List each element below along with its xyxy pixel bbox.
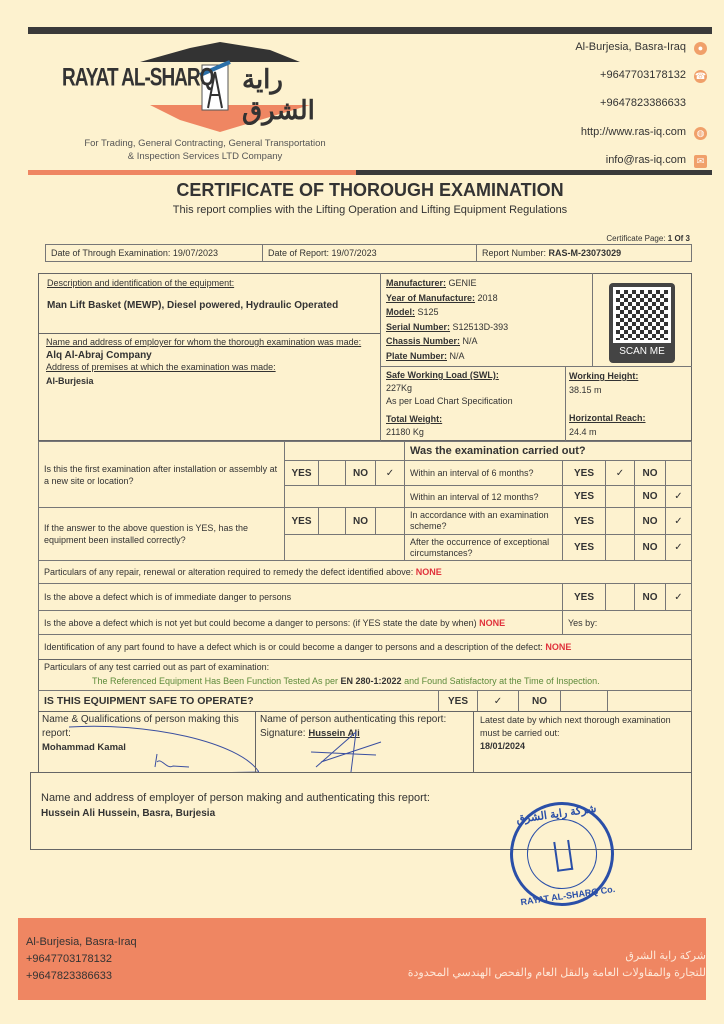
test-result xyxy=(44,676,686,686)
safe-no[interactable]: NO xyxy=(518,690,561,712)
next-exam-cell xyxy=(473,711,692,773)
q1-label: Is this the first examination after installation or assembly at a new site or location? xyxy=(44,463,278,486)
brand-ar: راية الشرق xyxy=(242,64,315,125)
page-subtitle: This report complies with the Lifting Operation and Lifting Equipment Regulations xyxy=(172,204,568,216)
footer-arabic-name: شركة راية الشرق xyxy=(625,950,706,962)
exam-date-value: 19/07/2023 xyxy=(172,248,218,258)
auth-cell xyxy=(255,711,474,773)
employer-cell xyxy=(38,334,381,388)
mail-icon: ✉ xyxy=(694,155,707,168)
page-label: Certificate Page: xyxy=(606,234,666,243)
report-employer-value: Hussein Ali Hussein, Basra, Burjesia xyxy=(41,808,216,819)
report-date-value: 19/07/2023 xyxy=(331,248,377,258)
serial-value: S12513D-393 xyxy=(452,321,509,332)
blank xyxy=(284,441,405,461)
safe-question: IS THIS EQUIPMENT SAFE TO OPERATE? xyxy=(38,690,439,712)
report-number-label: Report Number: xyxy=(482,248,547,258)
tagline-line-1: For Trading, General Contracting, General Transportation xyxy=(84,138,326,149)
identification-label: Identification of any part found to have a defect which is or could become a danger to persons and a description of the defect: xyxy=(44,642,543,652)
auth-signature xyxy=(306,727,386,775)
interval-6-yes[interactable]: YES xyxy=(562,460,606,486)
stamp-text-ar: شركة راية الشرق xyxy=(515,802,598,826)
immediate-yes-box[interactable] xyxy=(605,583,635,611)
year-label: Year of Manufacture: xyxy=(386,292,476,303)
exceptional-no[interactable]: NO xyxy=(634,534,666,561)
globe-icon: ◍ xyxy=(694,127,707,140)
equipment-desc-cell xyxy=(38,273,381,334)
contact-phone-2: +9647823386633 xyxy=(600,97,686,109)
manufacturer-value: GENIE xyxy=(448,278,477,288)
interval-12-yes[interactable]: YES xyxy=(562,485,606,508)
desc-value: Man Lift Basket (MEWP), Diesel powered, Hydraulic Operated xyxy=(47,300,339,311)
report-employer-label: Name and address of employer of person making and authenticating this report: xyxy=(41,792,430,804)
auth-name: Hussein Ali xyxy=(308,728,360,739)
exceptional-no-check[interactable]: ✓ xyxy=(665,534,692,561)
year-value: 2018 xyxy=(477,292,498,303)
yes-by: Yes by: xyxy=(562,610,692,635)
qr-label: SCAN ME xyxy=(619,346,665,357)
footer-arabic-desc: للتجارة والمقاولات العامة والنقل العام والفحص الهندسي المحدودة xyxy=(407,967,706,979)
contact-address: Al-Burjesia, Basra-Iraq xyxy=(575,41,686,53)
desc-label: Description and identification of the equipment: xyxy=(47,278,235,288)
q2-text xyxy=(38,507,285,561)
interval-6-no[interactable]: NO xyxy=(634,460,666,486)
reach-value: 24.4 m xyxy=(569,427,597,437)
exceptional: After the occurrence of exceptional circumstances? xyxy=(404,534,563,561)
qr-code[interactable] xyxy=(609,283,675,363)
auth-prefix: Signature: xyxy=(260,728,306,739)
contact-website[interactable]: http://www.ras-iq.com xyxy=(580,126,686,138)
contact-phone-1: +9647703178132 xyxy=(600,69,686,81)
report-date xyxy=(262,244,477,262)
scheme-yes-box[interactable] xyxy=(605,507,635,535)
equipment-specs xyxy=(380,273,592,367)
height-value: 38.15 m xyxy=(569,385,602,395)
swl-cell xyxy=(380,367,566,441)
company-logo xyxy=(60,40,360,135)
model-value: S125 xyxy=(417,307,439,317)
maker-label: Name & Qualifications of person making this report: xyxy=(42,714,239,739)
test-text-2: and Found Satisfactory at the Time of Inspection. xyxy=(404,676,600,686)
safe-yes-check[interactable]: ✓ xyxy=(477,690,519,712)
footer-address: Al-Burjesia, Basra-Iraq xyxy=(26,936,137,948)
employer-value: Alq Al-Abraj Company xyxy=(46,350,152,361)
plate-label: Plate Number: xyxy=(386,350,448,361)
q2-label: If the answer to the above question is YES, has the equipment been installed correctly? xyxy=(44,523,248,545)
q2-no[interactable]: NO xyxy=(345,507,376,535)
q1-yes-box[interactable] xyxy=(318,460,346,486)
repair-value: NONE xyxy=(415,567,442,577)
employer-label: Name and address of employer for whom the thorough examination was made: xyxy=(46,337,362,347)
serial-label: Serial Number: xyxy=(386,321,451,332)
height-cell xyxy=(566,367,692,441)
immediate-no[interactable]: NO xyxy=(634,583,666,611)
test-label: Particulars of any test carried out as part of examination: xyxy=(44,662,270,672)
company-stamp xyxy=(503,795,620,912)
immediate-no-check[interactable]: ✓ xyxy=(665,583,692,611)
future-row xyxy=(38,610,563,635)
stamp-text-en: RAYAT AL-SHARQ Co. xyxy=(519,884,616,908)
safe-yes[interactable]: YES xyxy=(438,690,478,712)
carried-out-header: Was the examination carried out? xyxy=(404,441,692,461)
model-label: Model: xyxy=(386,307,415,317)
tagline-line-2: & Inspection Services LTD Company xyxy=(127,151,283,162)
certificate-page xyxy=(606,234,690,243)
q2-yes-box[interactable] xyxy=(318,507,346,535)
exceptional-yes[interactable]: YES xyxy=(562,534,606,561)
top-bar xyxy=(28,27,712,34)
tagline xyxy=(60,137,350,163)
footer-band xyxy=(18,918,706,1000)
swl-value: 227Kg xyxy=(386,383,413,393)
qr-pattern-icon xyxy=(613,287,671,343)
test-row xyxy=(38,659,692,691)
q2-no-box[interactable] xyxy=(375,507,405,535)
immediate-row: Is the above a defect which is of immediate danger to persons xyxy=(38,583,563,611)
manufacturer-label: Manufacturer: xyxy=(386,278,447,288)
maker-name: Mohammad Kamal xyxy=(42,742,126,753)
plate-value: N/A xyxy=(449,350,465,361)
scheme-yes[interactable]: YES xyxy=(562,507,606,535)
brand-en: RAYAT AL-SHARQ xyxy=(62,64,214,92)
report-number-value: RAS-M-23073029 xyxy=(548,248,622,258)
footer-phone-2: +9647823386633 xyxy=(26,970,112,982)
immediate-yes[interactable]: YES xyxy=(562,583,606,611)
location-icon: ● xyxy=(694,42,707,55)
interval-6: Within an interval of 6 months? xyxy=(404,460,563,486)
q1-text xyxy=(38,441,285,508)
scheme-no-check[interactable]: ✓ xyxy=(665,507,692,535)
report-date-label: Date of Report: xyxy=(268,248,330,258)
blank xyxy=(284,485,405,508)
contact-email[interactable]: info@ras-iq.com xyxy=(605,154,686,166)
height-label: Working Height: xyxy=(569,371,639,381)
test-standard: EN 280-1:2022 xyxy=(340,676,402,686)
future-value: NONE xyxy=(479,617,506,628)
interval-12-no[interactable]: NO xyxy=(634,485,666,508)
divider-orange xyxy=(28,170,356,175)
scheme-no[interactable]: NO xyxy=(634,507,666,535)
interval-6-yes-check[interactable]: ✓ xyxy=(605,460,635,486)
future-label: Is the above a defect which is not yet but could become a danger to persons: (if YES state the date by when) xyxy=(44,617,477,628)
exceptional-yes-box[interactable] xyxy=(605,534,635,561)
weight-value: 21180 Kg xyxy=(386,427,424,437)
page-title: CERTIFICATE OF THOROUGH EXAMINATION xyxy=(176,180,564,200)
interval-6-no-box[interactable] xyxy=(665,460,692,486)
next-exam-label: Latest date by which next thorough examination must be carried out: xyxy=(480,715,671,738)
safe-no-box[interactable] xyxy=(560,690,608,712)
footer-phone-1: +9647703178132 xyxy=(26,953,112,965)
maker-cell xyxy=(38,711,256,773)
test-text-1: The Referenced Equipment Has Been Function Tested As per xyxy=(92,676,338,686)
q2-yes[interactable]: YES xyxy=(284,507,319,535)
interval-12-no-check[interactable]: ✓ xyxy=(665,485,692,508)
premises-value: Al-Burjesia xyxy=(46,376,94,386)
repair-row xyxy=(38,560,692,584)
exam-date xyxy=(45,244,263,262)
next-exam-date: 18/01/2024 xyxy=(480,741,526,751)
q1-yes[interactable]: YES xyxy=(284,460,319,486)
chassis-value: N/A xyxy=(462,336,478,346)
footer-arabic xyxy=(408,948,706,982)
exam-date-label: Date of Through Examination: xyxy=(51,248,171,258)
identification-row xyxy=(38,634,692,660)
scheme: In accordance with an examination scheme? xyxy=(404,507,563,535)
q1-no-check[interactable]: ✓ xyxy=(375,460,405,486)
reach-label: Horizontal Reach: xyxy=(569,413,646,423)
interval-12-yes-box[interactable] xyxy=(605,485,635,508)
swl-label: Safe Working Load (SWL): xyxy=(386,370,499,380)
report-number xyxy=(476,244,692,262)
q1-no[interactable]: NO xyxy=(345,460,376,486)
chassis-label: Chassis Number: xyxy=(386,336,461,346)
page-value: 1 Of 3 xyxy=(667,234,690,243)
identification-value: NONE xyxy=(545,642,572,652)
phone-icon: ☎ xyxy=(694,71,707,81)
premises-label: Address of premises at which the examination was made: xyxy=(46,362,276,372)
divider-dark xyxy=(356,170,712,175)
interval-12: Within an interval of 12 months? xyxy=(404,485,563,508)
qr-cell xyxy=(592,273,692,367)
blank xyxy=(284,534,405,561)
repair-label: Particulars of any repair, renewal or alteration required to remedy the defect identified above: xyxy=(44,567,414,577)
maker-signature xyxy=(59,722,259,772)
footer-contact xyxy=(26,934,137,985)
weight-label: Total Weight: xyxy=(386,414,443,424)
blank xyxy=(607,690,692,712)
auth-label: Name of person authenticating this report: xyxy=(260,714,447,725)
swl-note: As per Load Chart Specification xyxy=(386,396,513,406)
